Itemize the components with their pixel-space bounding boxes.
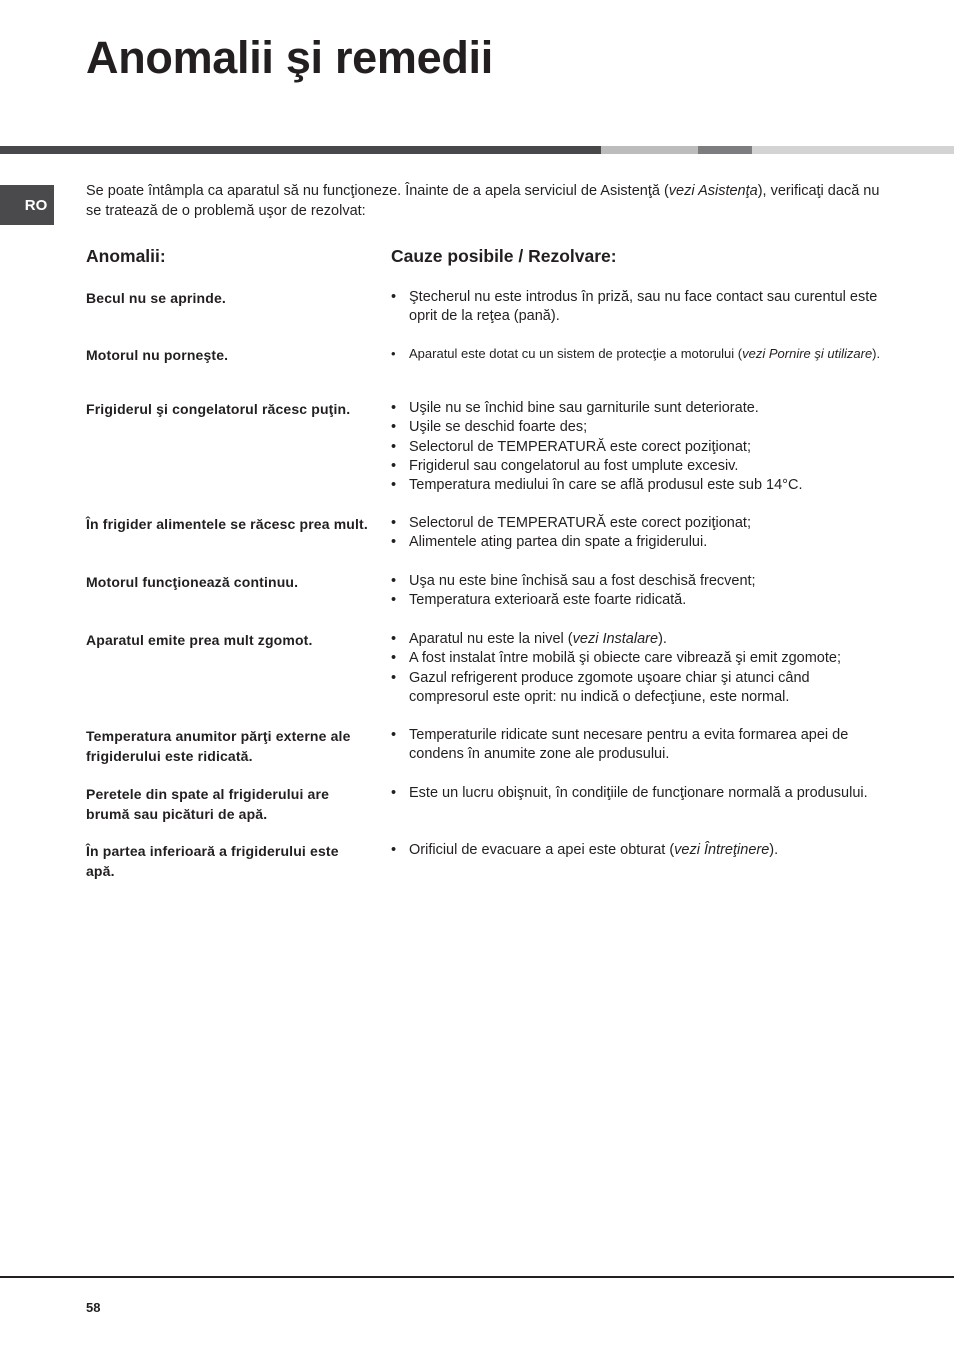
page-title: Anomalii şi remedii — [86, 32, 493, 83]
bullet: • — [391, 346, 396, 361]
bullet: • — [391, 592, 397, 609]
problem-label: În partea inferioară a frigiderului este apă. — [86, 843, 339, 879]
problem-label: Temperatura anumitor părţi externe ale frigiderului este ridicată. — [86, 728, 351, 764]
bullet: • — [391, 842, 397, 858]
header-bar-dark — [0, 146, 601, 154]
intro-text-end: ), verificaţi dacă nu se tratează de o problemă uşor de rezolvat: — [86, 183, 880, 219]
language-tab: RO — [0, 185, 54, 225]
cause-list — [391, 514, 886, 553]
header-bar-mid — [698, 146, 752, 154]
bullet: • — [391, 727, 397, 743]
cause-list — [391, 630, 886, 707]
header-bar-light — [601, 146, 698, 154]
intro-reference: vezi Asistenţa — [668, 183, 758, 199]
bullet: • — [391, 400, 397, 416]
list-item: • Selectorul de TEMPERATURĂ este corect poziţionat; — [391, 438, 886, 457]
list-item: • Uşile se deschid foarte des; — [391, 418, 886, 437]
list-item: • Este un lucru obişnuit, în condiţiile de funcţionare normală a produsului. — [391, 784, 886, 803]
list-item: • Ştecherul nu este introdus în priză, sau nu face contact sau curentul este oprit de la reţea (pană). — [391, 289, 878, 325]
intro-text: Se poate întâmpla ca aparatul să nu funcţioneze. Înainte de a apela serviciul de Asistenţă ( — [86, 183, 669, 199]
bullet: • — [391, 650, 397, 667]
cause-list — [391, 841, 886, 860]
list-item: • Uşile nu se închid bine sau garniturile sunt deteriorate. — [391, 399, 886, 418]
cause-list — [391, 345, 886, 362]
bullet: • — [391, 457, 397, 474]
column-header-causes: Cauze posibile / Rezolvare: — [391, 246, 617, 266]
page-number: 58 — [86, 1300, 101, 1315]
bullet: • — [391, 669, 397, 686]
list-item: • Temperaturile ridicate sunt necesare pentru a evita formarea apei de condens în anumite zone ale produsului. — [391, 727, 849, 763]
problem-label: Motorul funcţionează continuu. — [86, 574, 299, 590]
problem-label: Motorul nu porneşte. — [86, 347, 229, 363]
list-item: • Temperatura exterioară este foarte ridicată. — [391, 591, 886, 610]
column-header-anomalies: Anomalii: — [86, 246, 166, 266]
problem-label: Becul nu se aprinde. — [86, 290, 226, 306]
list-item: • Uşa nu este bine închisă sau a fost deschisă frecvent; — [391, 572, 886, 591]
bullet: • — [391, 477, 397, 494]
list-item: • A fost instalat între mobilă şi obiecte care vibrează şi emit zgomote; — [391, 649, 886, 668]
problem-label: În frigider alimentele se răcesc prea mult. — [86, 516, 368, 532]
bullet: • — [391, 785, 397, 801]
problem-label: Peretele din spate al frigiderului are brumă sau picături de apă. — [86, 786, 330, 822]
list-item: • Selectorul de TEMPERATURĂ este corect poziţionat; — [391, 514, 886, 533]
cause-list — [391, 399, 886, 495]
bullet: • — [391, 419, 397, 436]
header-bar-light-end — [752, 146, 954, 154]
bullet: • — [391, 534, 397, 551]
cause-list — [391, 726, 886, 765]
intro-paragraph — [86, 181, 886, 221]
list-item: • Gazul refrigerent produce zgomote uşoare chiar şi atunci când compresorul este oprit: nu indică o defecţiune, este normal. — [391, 669, 810, 705]
list-item: • Frigiderul sau congelatorul au fost umplute excesiv. — [391, 457, 886, 476]
bullet: • — [391, 515, 397, 531]
list-item: • Alimentele ating partea din spate a frigiderului. — [391, 533, 886, 552]
bullet: • — [391, 289, 397, 305]
list-item: • Orificiul de evacuare a apei este obturat (vezi Întreţinere). — [391, 841, 886, 860]
bullet: • — [391, 438, 397, 455]
problem-label: Aparatul emite prea mult zgomot. — [86, 632, 313, 648]
list-item: • Aparatul nu este la nivel (vezi Instalare). — [391, 630, 886, 649]
list-item: • Aparatul este dotat cu un sistem de protecţie a motorului (vezi Pornire şi utilizare). — [391, 346, 881, 361]
footer-divider — [0, 1276, 954, 1278]
cause-list — [391, 572, 886, 611]
cause-list — [391, 288, 886, 327]
problem-label: Frigiderul şi congelatorul răcesc puţin. — [86, 401, 351, 417]
bullet: • — [391, 631, 397, 647]
list-item: • Temperatura mediului în care se află produsul este sub 14°C. — [391, 476, 886, 495]
cause-list — [391, 784, 886, 803]
bullet: • — [391, 573, 397, 589]
